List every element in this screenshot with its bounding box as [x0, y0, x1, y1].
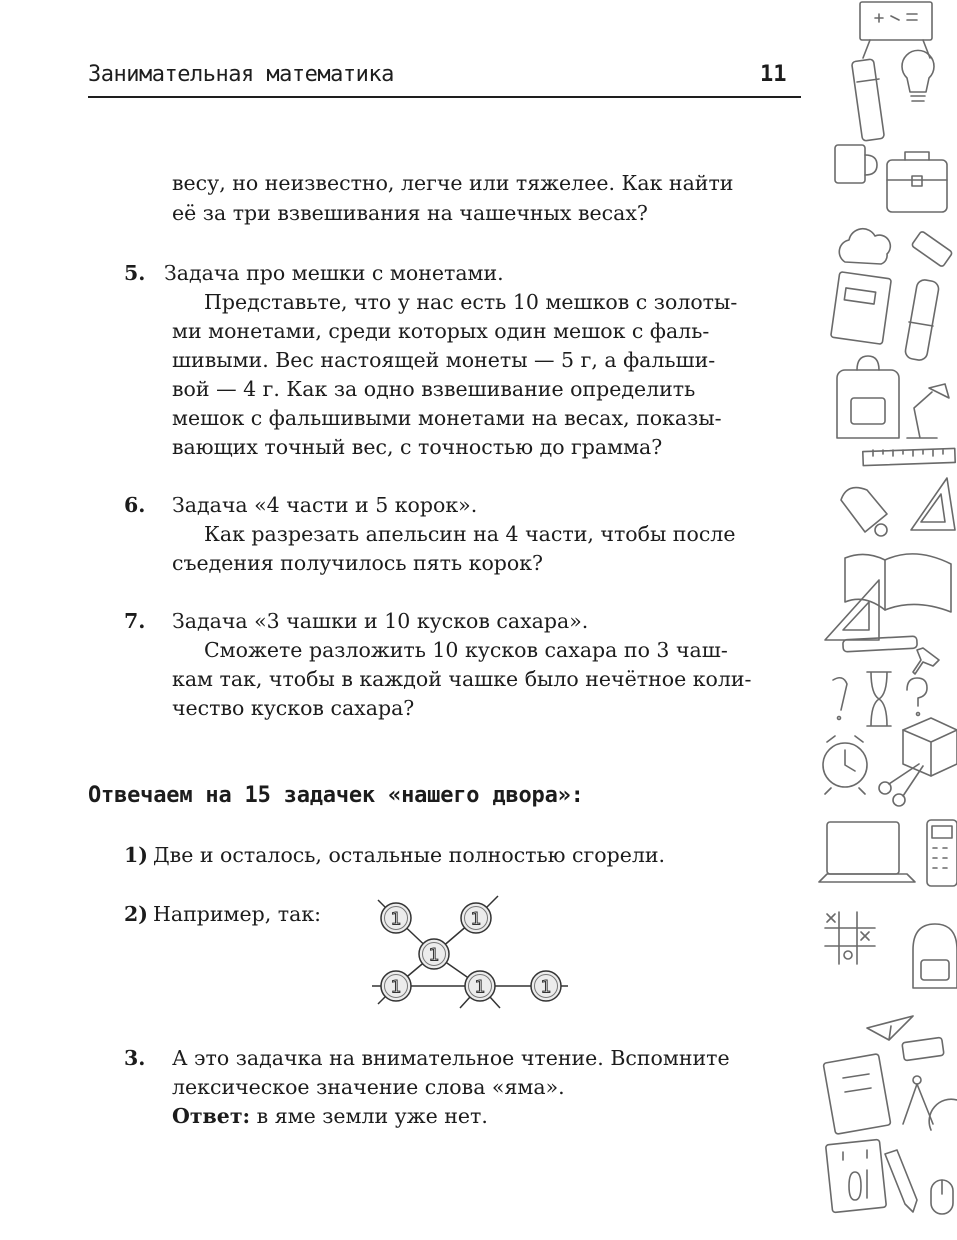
set-square-icon: [825, 580, 879, 640]
exclamation-icon: [833, 678, 847, 720]
problem-5-line-4: вой — 4 г. Как за одно взвешивание определить: [172, 377, 696, 401]
math-book-icon: [823, 1054, 891, 1135]
tic-tac-toe-icon: [825, 912, 875, 964]
problem-5-number: 5.: [124, 261, 146, 285]
desk-lamp-icon: [907, 384, 949, 438]
backpack-icon: [837, 356, 899, 438]
answer-2-text: Например, так:: [153, 902, 322, 926]
problem-6-line-1: Как разрезать апельсин на 4 части, чтобы после: [204, 522, 736, 546]
open-book-icon: [845, 554, 951, 612]
protractor-icon: [929, 1099, 957, 1130]
problem-5-line-5: мешок с фальшивыми монетами на весах, показы-: [172, 406, 722, 430]
coin: [461, 903, 491, 933]
calendar-icon: [826, 1139, 887, 1212]
problem-6-number: 6.: [124, 493, 146, 517]
coin: [531, 971, 561, 1001]
notebook-icon: [831, 272, 892, 345]
svg-text:1: 1: [474, 977, 486, 998]
computer-mouse-icon: [931, 1180, 953, 1214]
answer-2-number: 2): [124, 902, 148, 926]
answer-1-text: Две и осталось, остальные полностью сгорели.: [153, 843, 666, 867]
problem-6-title: Задача «4 части и 5 корок».: [172, 493, 478, 517]
backpack-icon-2: [913, 924, 957, 988]
answers-heading: Отвечаем на 15 задачек «нашего двора»:: [88, 783, 584, 808]
svg-text:1: 1: [390, 977, 402, 998]
answer-3-number: 3.: [124, 1046, 146, 1070]
marker-icon: [843, 636, 918, 652]
paper-plane-icon: [867, 1016, 913, 1040]
answer-1-number: 1): [124, 843, 148, 867]
problem-5-line-6: вающих точный вес, с точностью до грамма?: [172, 435, 663, 459]
triangle-ruler-icon: [911, 478, 955, 530]
answer-3-line-2: лексическое значение слова «яма».: [172, 1075, 565, 1099]
problem-7-title: Задача «3 чашки и 10 кусков сахара».: [172, 609, 589, 633]
problem-7-line-2: кам так, чтобы в каждой чашке было нечётное коли-: [172, 667, 752, 691]
cube-icon: [903, 718, 957, 776]
problem-7-line-3: чество кусков сахара?: [172, 696, 415, 720]
pencil-icon: [885, 1150, 917, 1212]
scroll-icon: [904, 279, 940, 362]
problem-5-title: Задача про мешки с монетами.: [164, 261, 504, 285]
answer-3-line-1: А это задачка на внимательное чтение. Вспомните: [172, 1046, 730, 1070]
header-rule: [88, 96, 801, 98]
mug-icon: [835, 145, 877, 183]
svg-text:1: 1: [470, 909, 482, 930]
ruler-icon: [863, 448, 955, 465]
calculator-icon: [927, 820, 957, 886]
question-mark-icon: [907, 678, 927, 716]
coin: [381, 903, 411, 933]
bell-icon: [841, 488, 887, 536]
chalkboard-icon: [860, 2, 932, 58]
problem-5-line-3: шивыми. Вес настоящей монеты — 5 г, а фальши-: [172, 348, 716, 372]
coin: [419, 939, 449, 969]
coin: [465, 971, 495, 1001]
problem-6-line-2: съедения получилось пять корок?: [172, 551, 544, 575]
compass-icon: [903, 1076, 933, 1124]
problem-5-line-1: Представьте, что у нас есть 10 мешков с золоты-: [204, 290, 738, 314]
continuation-line-1: весу, но неизвестно, легче или тяжелее. Как найти: [172, 171, 734, 195]
pushpin-icon: [913, 648, 939, 674]
coin: [381, 971, 411, 1001]
answer-text: в яме земли уже нет.: [250, 1104, 488, 1128]
alarm-clock-icon: [823, 736, 867, 794]
answer-3-answer: [172, 1106, 488, 1127]
problem-7-number: 7.: [124, 609, 146, 633]
cloud-icon: [839, 229, 890, 264]
briefcase-icon: [887, 152, 947, 212]
coin-arrangement-figure: [368, 892, 580, 1022]
svg-text:1: 1: [390, 909, 402, 930]
hourglass-icon: [867, 672, 891, 726]
laptop-icon: [819, 822, 915, 882]
school-doodles-decoration: [815, 0, 957, 1240]
page-number: 11: [760, 62, 787, 87]
continuation-line-2: её за три взвешивания на чашечных весах?: [172, 201, 648, 225]
glue-stick-icon: [852, 59, 885, 141]
problem-7-line-1: Сможете разложить 10 кусков сахара по 3 чаш-: [204, 638, 728, 662]
eraser-icon-2: [902, 1037, 944, 1060]
problem-5-line-2: ми монетами, среди которых один мешок с фаль-: [172, 319, 710, 343]
running-header-title: Занимательная математика: [88, 62, 394, 87]
svg-text:1: 1: [540, 977, 552, 998]
answer-label: Ответ:: [172, 1104, 251, 1128]
svg-text:1: 1: [428, 945, 440, 966]
eraser-icon: [911, 231, 952, 268]
